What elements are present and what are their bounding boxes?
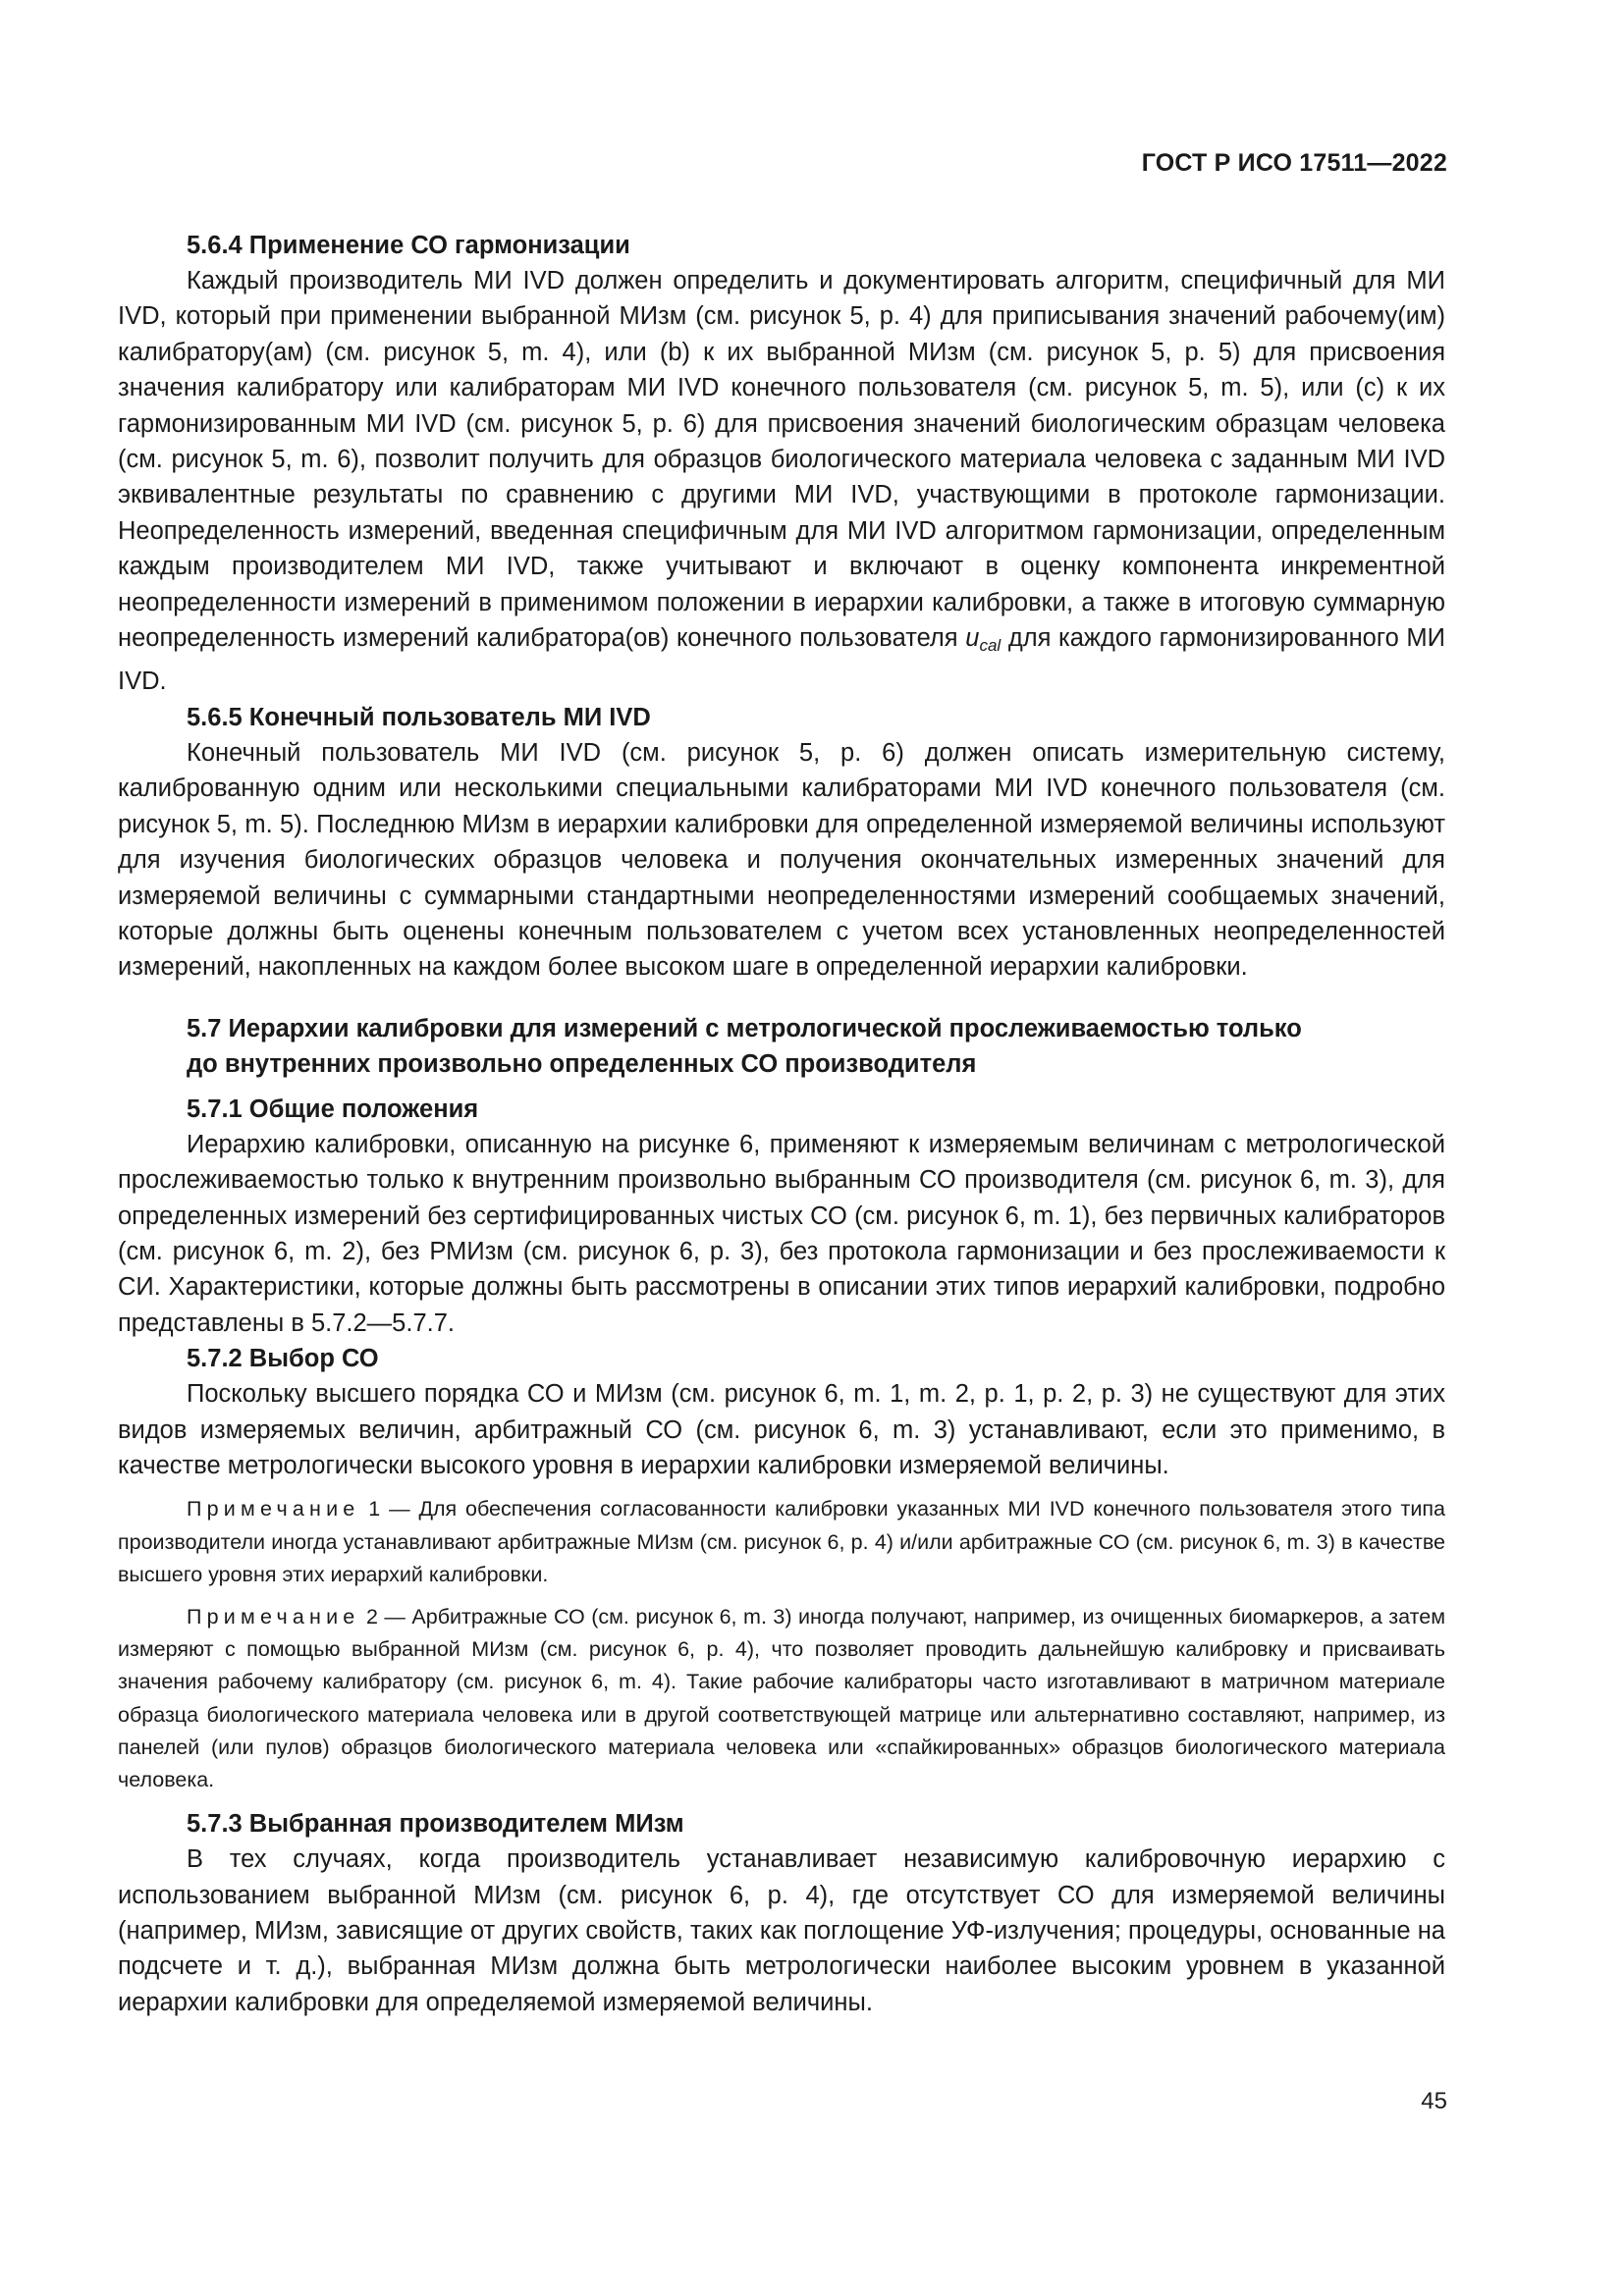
section-5-7-3-paragraph: В тех случаях, когда производитель устанавливает независимую калибровочную иерархию с использованием выбранной МИзм (см. рисунок 6, р. 4), где отсутствует СО для измеряемой величины (например, МИзм, зависящие от других свойств, таких как поглощение УФ-излучения; процедуры, основанные на подсчете и т. д.), выбранная МИзм должна быть метрологически наиболее высоким уровнем в указанной иерархии калибровки для определяемой измеряемой величины. [118,1845,1445,2016]
note-1-label: Примечание [187,1497,360,1522]
section-5-7-1-paragraph: Иерархию калибровки, описанную на рисунке 6, применяют к измеряемым величинам с метрологической прослеживаемостью только к внутренним произвольно выбранным СО производителя (см. рисунок 6, m. 3), для определенных измерений без сертифицированных чистых СО (см. рисунок 6, m. 1), без первичных калибраторов (см. рисунок 6, m. 2), без РМИзм (см. рисунок 6, р. 3), без протокола гармонизации и без прослеживаемости к СИ. Характеристики, которые должны быть рассмотрены в описании этих типов иерархий калибровки, подробно представлены в 5.7.2—5.7.7. [118,1130,1445,1337]
page-number: 45 [1421,2088,1447,2114]
document-body [118,228,1445,2020]
section-5-7-2-title: 5.7.2 Выбор СО [187,1345,379,1373]
section-5-7-2-paragraph: Поскольку высшего порядка СО и МИзм (см. рисунок 6, m. 1, m. 2, р. 1, р. 2, р. 3) не существуют для этих видов измеряемых величин, арбитражный СО (см. рисунок 6, m. 3) устанавливают, если это применимо, в качестве метрологически высокого уровня в иерархии калибровки измеряемой величины. [118,1380,1445,1479]
section-5-7-1-title: 5.7.1 Общие положения [187,1095,479,1123]
note-2 [118,1601,1445,1796]
note-1-text: 1 — Для обеспечения согласованности калибровки указанных МИ IVD конечного пользователя этого типа производители иногда устанавливают арбитражные МИзм (см. рисунок 6, р. 4) и/или арбитражные СО (см. рисунок 6, m. 3) в качестве высшего уровня этих иерархий калибровки. [118,1497,1445,1586]
section-5-6-4-text: Каждый производитель МИ IVD должен определить и документировать алгоритм, специфичный для МИ IVD, который при применении выбранной МИзм (см. рисунок 5, р. 4) для приписывания значений рабочему(им) калибратору(ам) (см. рисунок 5, m. 4), или (b) к их выбранной МИзм (см. рисунок 5, р. 5) для присвоения значения калибратору или калибраторам МИ IVD конечного пользователя (см. рисунок 5, m. 5), или (с) к их гармонизированным МИ IVD (см. рисунок 5, р. 6) для присвоения значений биологическим образцам человека (см. рисунок 5, m. 6), позволит получить для образцов биологического материала человека с заданным МИ IVD эквивалентные результаты по сравнению с другими МИ IVD, участвующими в протоколе гармонизации. Неопределенность измерений, введенная специфичным для МИ IVD алгоритмом гармонизации, определенным каждым производителем МИ IVD, также учитывают и включают в оценку компонента инкрементной неопределенности измерений в применимом положении в иерархии калибровки, а также в итоговую суммарную неопределенность измерений калибратора(ов) конечного пользователя [118,267,1445,653]
section-5-7-title [118,1011,1445,1082]
section-5-6-4-text-end: для каждого гармонизированного МИ IVD. [118,624,1445,696]
section-5-6-5-title: 5.6.5 Конечный пользователь МИ IVD [187,703,651,731]
section-5-6-4-paragraph [118,263,1445,700]
section-5-6-5-paragraph: Конечный пользователь МИ IVD (см. рисунок 5, р. 6) должен описать измерительную систему, калиброванную одним или несколькими специальными калибраторами МИ IVD конечного пользователя (см. рисунок 5, m. 5). Последнюю МИзм в иерархии калибровки для определенной измеряемой величины используют для изучения биологических образцов человека и получения окончательных измеренных значений для измеряемой величины с суммарными стандартными неопределенностями измерений сообщаемых значений, которые должны быть оценены конечным пользователем с учетом всех установленных неопределенностей измерений, накопленных на каждом более высоком шаге в определенной иерархии калибровки. [118,738,1445,982]
ucal-subscript: cal [979,636,1001,656]
ucal-symbol: u [965,624,980,653]
note-2-label: Примечание [187,1604,360,1629]
section-5-6-4-title: 5.6.4 Применение СО гармонизации [187,232,630,259]
note-1 [118,1493,1445,1591]
document-id-header: ГОСТ Р ИСО 17511—2022 [1141,149,1447,177]
section-5-7-title-line2: до внутренних произвольно определенных СО производителя [187,1049,977,1078]
section-5-7-3-title: 5.7.3 Выбранная производителем МИзм [187,1810,684,1839]
note-2-text: 2 — Арбитражные СО (см. рисунок 6, m. 3) иногда получают, например, из очищенных биомаркеров, а затем измеряют с помощью выбранной МИзм (см. рисунок 6, р. 4), что позволяет проводить дальнейшую калибровку и присваивать значения рабочему калибратору (см. рисунок 6, m. 4). Такие рабочие калибраторы часто изготавливают в матричном материале образца биологического материала человека или в другой соответствующей матрице или альтернативно составляют, например, из панелей (или пулов) образцов биологического материала человека или «спайкированных» образцов биологического материала человека. [118,1604,1445,1791]
section-5-7-title-line1: 5.7 Иерархии калибровки для измерений с метрологической прослеживаемостью только [187,1014,1302,1042]
